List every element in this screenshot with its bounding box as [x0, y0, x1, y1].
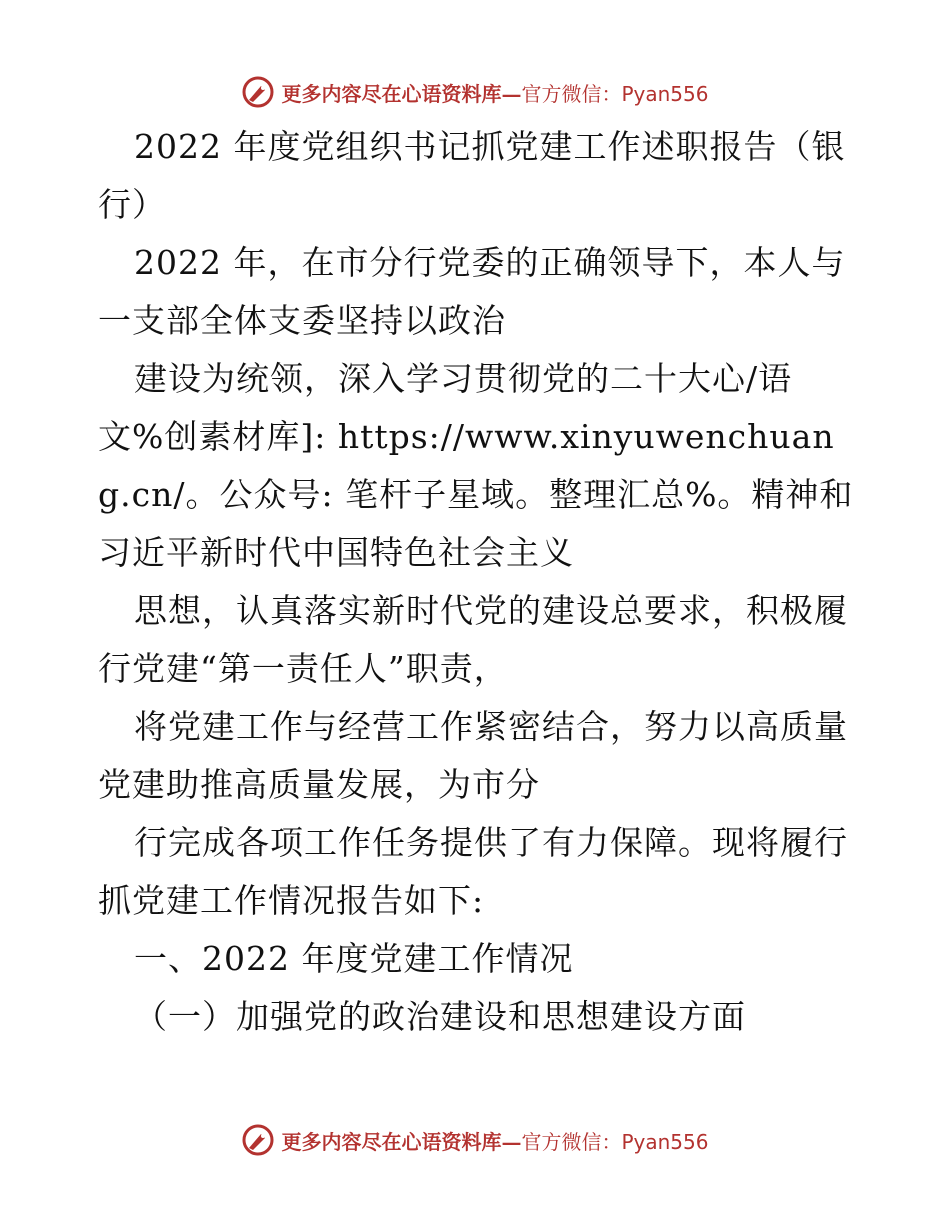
watermark-text	[281, 1126, 708, 1155]
paragraph-4: 将党建工作与经营工作紧密结合，努力以高质量党建助推高质量发展，为市分	[98, 707, 848, 804]
watermark-header	[0, 72, 950, 112]
watermark-dash: —	[501, 81, 522, 106]
document-title: 2022 年度党组织书记抓党建工作述职报告（银行）	[98, 127, 846, 224]
document-body	[98, 118, 858, 1046]
watermark-tail: 官方微信：Pyan556	[521, 1129, 709, 1154]
watermark-text	[281, 78, 708, 107]
pen-nib-circle-icon	[241, 75, 275, 109]
pen-nib-circle-icon	[241, 1123, 275, 1157]
watermark-tail: 官方微信：Pyan556	[521, 81, 709, 106]
watermark-main: 更多内容尽在心语资料库	[281, 81, 502, 106]
paragraph-2: 建设为统领，深入学习贯彻党的二十大心/语文%创素材库]: https://www.xinyuwenchuang.cn/。公众号: 笔杆子星域。整理汇总%。精神和习近平新时代中国特色社会主义	[98, 359, 854, 572]
paragraph-1: 2022 年，在市分行党委的正确领导下，本人与一支部全体支委坚持以政治	[98, 243, 846, 340]
watermark-dash: —	[501, 1129, 522, 1154]
watermark-footer	[0, 1120, 950, 1160]
section-heading-1: 一、2022 年度党建工作情况	[134, 939, 574, 978]
paragraph-5: 行完成各项工作任务提供了有力保障。现将履行抓党建工作情况报告如下:	[98, 823, 848, 920]
paragraph-3: 思想，认真落实新时代党的建设总要求，积极履行党建“第一责任人”职责，	[98, 591, 848, 688]
subsection-heading-1: （一）加强党的政治建设和思想建设方面	[134, 997, 746, 1036]
watermark-main: 更多内容尽在心语资料库	[281, 1129, 502, 1154]
